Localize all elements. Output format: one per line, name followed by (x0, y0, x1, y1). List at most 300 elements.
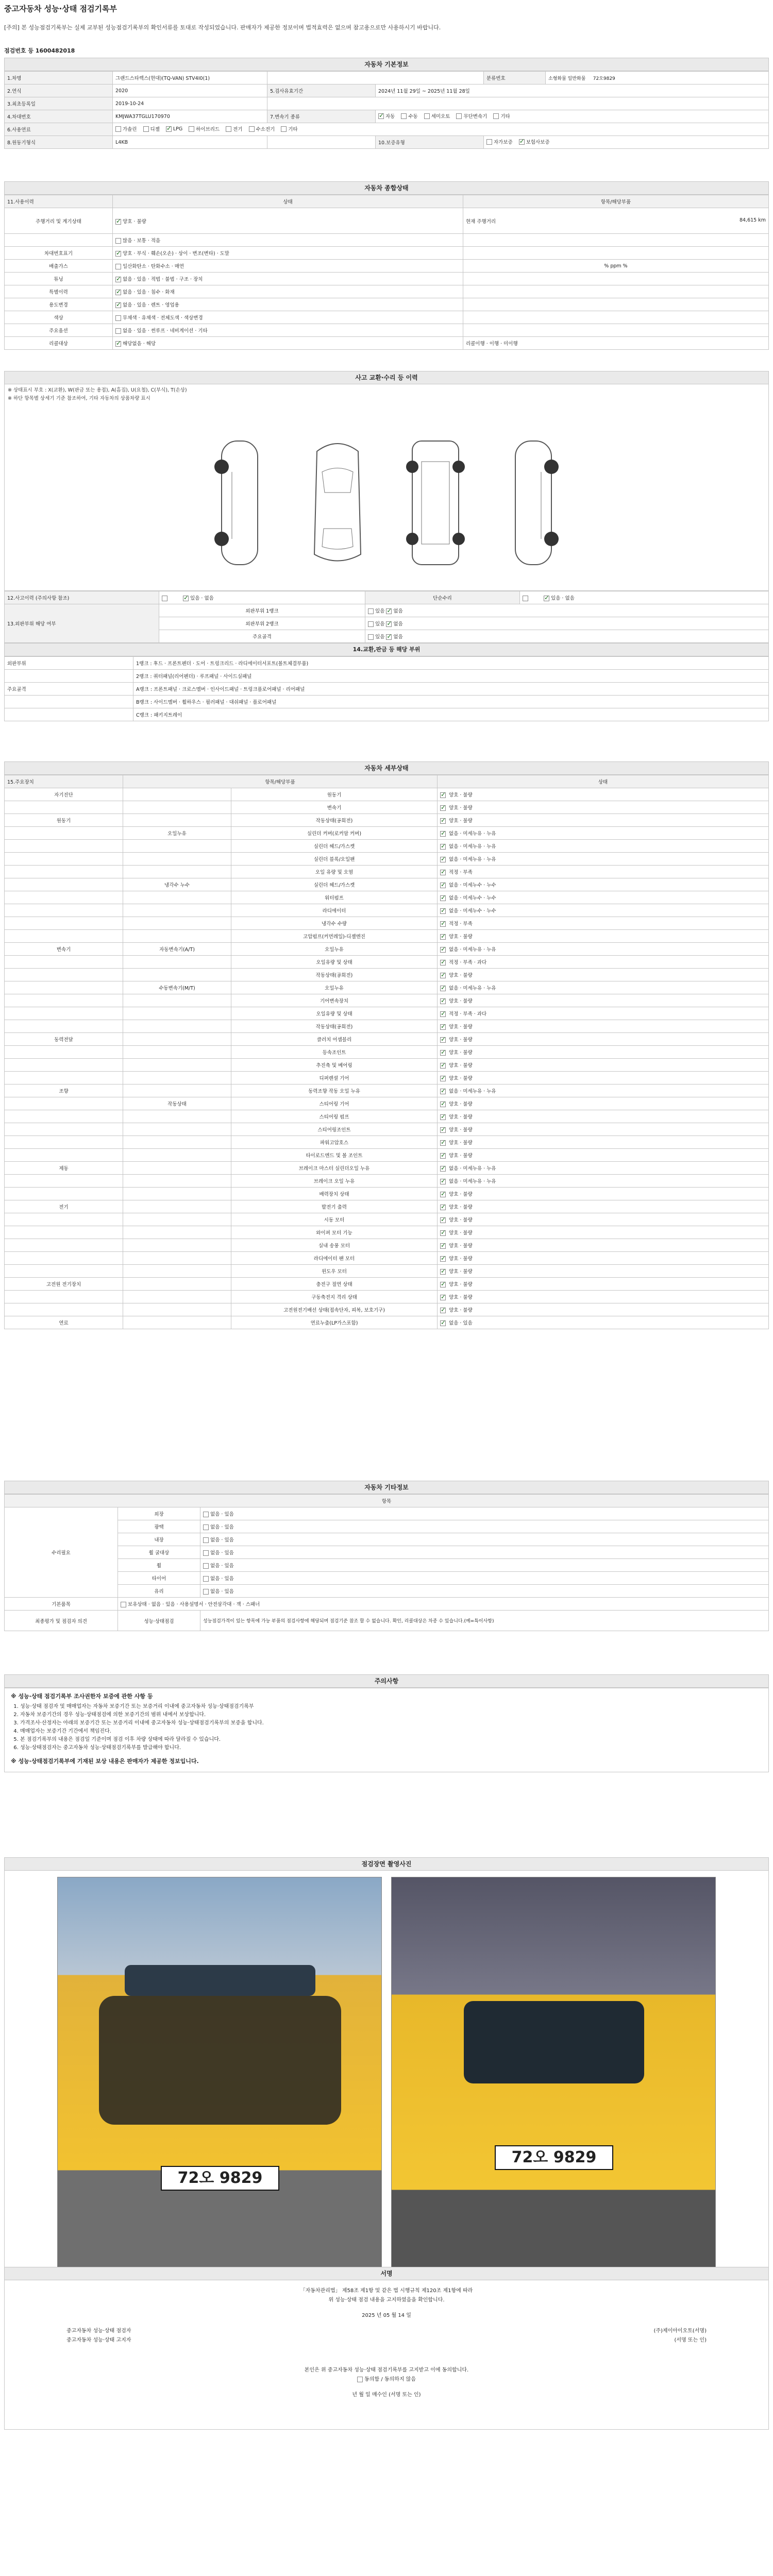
group-label (5, 891, 123, 904)
group-label (5, 1046, 123, 1059)
checkbox (166, 126, 172, 132)
group-label (5, 801, 123, 814)
section-title: 자동차 기타정보 (4, 1481, 769, 1494)
checkbox (440, 818, 446, 824)
subgroup-label (123, 1316, 231, 1329)
photo-section (4, 1857, 769, 2275)
item-label: 스티어링조인트 (231, 1123, 438, 1136)
subgroup-label (123, 840, 231, 853)
item-label: 시동 모터 (231, 1213, 438, 1226)
checkbox (440, 1140, 446, 1146)
simple-repair-label: 단순수리 (365, 591, 520, 604)
group-label: 제동 (5, 1162, 123, 1175)
item-state: ✓ 양호 · 불량 (438, 1265, 769, 1278)
group-label (5, 956, 123, 969)
item-state: ✓ 양호 · 불량 (438, 1252, 769, 1265)
item-label: 동력조향 작동 오일 누유 (231, 1084, 438, 1097)
item-label: 연료누출(LP가스포함) (231, 1316, 438, 1329)
checkbox (440, 998, 446, 1004)
legend (5, 384, 768, 405)
checkbox (440, 921, 446, 927)
detail-row (5, 1200, 769, 1213)
general-state-table: 11.사용이력 상태 항목/해당부품 주행거리 및 계기상태 ✓ 양호 · 불량 현재 주행거리 84,615 km 많음 · 보통 · 적음 차대번호표기 ✓ 양호 · 부식 · 훼손(오손) · 상이 · 변조(변타) · 도말 배출가스 일산화탄소 · 탄화수소 · 매연 % ppm % 튜닝 ✓ 없음 · 있음 · 적법 · 불법 · 구조 · 장치 특별이력 ✓ 없음 · 있음 · 침수 · 화재 용도변경 ✓ 없음 · 있음 · 렌트 · 영업용 색상 무채색 · 유채색 · 전체도색 · 색상변경 주요옵션 없음 · 있음 · 썬루프 · 네비게이션 · 기타 리콜대상 ✓ 해당없음 · 해당 리콜이행 · 이행 · 미이행 (4, 195, 769, 350)
item-label: 기어변속장치 (231, 994, 438, 1007)
checkbox (440, 1256, 446, 1262)
item-label: 클러치 어셈블리 (231, 1033, 438, 1046)
detail-row (5, 1316, 769, 1329)
item-state: ✓ 양호 · 불량 (438, 1097, 769, 1110)
group-label (5, 1007, 123, 1020)
sub-section-title: 14.교환,판금 등 해당 부위 (4, 643, 769, 656)
notes-title: ※ 성능·상태 점검기록부 조사권한자 보증에 관한 사항 등 (11, 1693, 153, 1700)
group-label (5, 1265, 123, 1278)
subgroup-label (123, 1020, 231, 1033)
label: 5.검사유효기간 (267, 84, 376, 97)
item-label: 라디에이터 팬 모터 (231, 1252, 438, 1265)
group-label (5, 1175, 123, 1188)
col-header: 항목/해당부품 (123, 775, 438, 788)
checkbox (440, 831, 446, 837)
subgroup-label (123, 1033, 231, 1046)
checkbox (440, 1063, 446, 1069)
signature-section (4, 2267, 769, 2430)
item-state: ✓ 적정 · 부족 (438, 866, 769, 878)
checkbox (440, 1192, 446, 1197)
item-label: 오일유량 및 상태 (231, 956, 438, 969)
item-label: 원동기 (231, 788, 438, 801)
group-label (5, 1072, 123, 1084)
item-state: ✓ 양호 · 불량 (438, 1072, 769, 1084)
other-info-section (4, 1481, 769, 1631)
item-label: 오일누유 (231, 943, 438, 956)
legend-line: ※ 상태표시 부호 : X(교환), W(판금 또는 용접), A(흠집), U(요철), C(부식), T(손상) (8, 387, 187, 393)
section-title: 자동차 종합상태 (4, 181, 769, 195)
accident-label: 12.사고이력 (주의사항 참조) (5, 591, 159, 604)
row-state: 없음 · 있음 · 썬루프 · 네비게이션 · 기타 (113, 324, 463, 337)
group-label (5, 840, 123, 853)
other-table: 항목 수리필요 외장 없음 · 있음 광택 없음 · 있음 내장 없음 · 있음 휠 굴대상 없음 · 있음 휠 없음 · 있음 타이어 없음 · 있음 유리 없음 · 있음 기본품목 보유상태 · 없음 · 있음 · 사용설명서 · 안전삼각대 · 잭 · 스패너 최종평가 및 점검자 의견 성능·상태점검 성능점검가격이 있는 항목에 가능 부품의 점검사항에 해당되며 점검기준 참조 할 수 없습니다. 확인, 리콜대상은 차종 수 있습니다.(예=특이사항) (4, 1494, 769, 1631)
item-state: ✓ 양호 · 불량 (438, 801, 769, 814)
subgroup-label (123, 1239, 231, 1252)
rear-photo (391, 1877, 716, 2268)
item-state: ✓ 적정 · 부족 (438, 917, 769, 930)
item-state: ✓ 양호 · 불량 (438, 930, 769, 943)
row-label: 특별이력 (5, 285, 113, 298)
checkbox (440, 960, 446, 965)
label: 8.원동기형식 (5, 136, 113, 149)
detail-row (5, 1123, 769, 1136)
subgroup-label (123, 1123, 231, 1136)
detail-row (5, 801, 769, 814)
item-state: ✓ 없음 · 미세누유 · 누유 (438, 1162, 769, 1175)
row-label: 용도변경 (5, 298, 113, 311)
subgroup-label (123, 1136, 231, 1149)
checkbox (424, 113, 430, 119)
subgroup-label (123, 1200, 231, 1213)
group-label (5, 1110, 123, 1123)
checkbox (281, 126, 287, 132)
checkbox (440, 857, 446, 862)
value: KMJWA37TGLU170970 (113, 110, 267, 123)
group-label (5, 1123, 123, 1136)
subgroup-label (123, 1149, 231, 1162)
subgroup-label (123, 994, 231, 1007)
item-label: 변속기 (231, 801, 438, 814)
item-label: 냉각수 수량 (231, 917, 438, 930)
checkbox (440, 792, 446, 798)
doc-number: 점검번호 등 1600482018 (4, 47, 75, 54)
group-label (5, 878, 123, 891)
note-item: 4. 매매업자는 보증기간 기간에서 책임진다. (20, 1727, 762, 1736)
detail-row (5, 1059, 769, 1072)
section-title: 자동차 기본정보 (4, 58, 769, 71)
subgroup-label (123, 1213, 231, 1226)
group-label: 변속기 (5, 943, 123, 956)
item-label: 발전기 출력 (231, 1200, 438, 1213)
checkbox (115, 126, 121, 132)
item-state: ✓ 없음 · 미세누수 · 누수 (438, 891, 769, 904)
subgroup-label (123, 1291, 231, 1303)
item-label: 실린더 헤드/가스켓 (231, 840, 438, 853)
group-label (5, 930, 123, 943)
subgroup-label (123, 1303, 231, 1316)
group-label: 연료 (5, 1316, 123, 1329)
section-title: 주의사항 (4, 1674, 769, 1688)
subgroup-label (123, 1175, 231, 1188)
group-label (5, 1020, 123, 1033)
label: 4.차대번호 (5, 110, 113, 123)
general-state-section (4, 181, 769, 350)
item-label: 추진축 및 베어링 (231, 1059, 438, 1072)
consent-checkbox[interactable] (357, 2377, 363, 2382)
label: 1.차명 (5, 72, 113, 84)
row-state: ✓ 양호 · 불량 (113, 208, 463, 234)
damage-history-section (4, 371, 769, 721)
group-label: 전기 (5, 1200, 123, 1213)
subgroup-label: 냉각수 누수 (123, 878, 231, 891)
item-label: 실린더 헤드/가스켓 (231, 878, 438, 891)
group-label (5, 1213, 123, 1226)
detail-row (5, 956, 769, 969)
group-label (5, 969, 123, 981)
row-state: 무채색 · 유채색 · 전체도색 · 색상변경 (113, 311, 463, 324)
notes-section (4, 1674, 769, 1772)
subgroup-label: 오일누유 (123, 827, 231, 840)
checkbox (493, 113, 499, 119)
item-label: 고압펌프(커먼레일)-디젤엔진 (231, 930, 438, 943)
accident-state: ✓ 있음 · 없음 (159, 591, 365, 604)
group-label (5, 1291, 123, 1303)
detail-row (5, 1188, 769, 1200)
item-state: ✓ 양호 · 불량 (438, 1149, 769, 1162)
detail-row (5, 1046, 769, 1059)
subgroup-label (123, 866, 231, 878)
subgroup-label (123, 917, 231, 930)
detail-row (5, 943, 769, 956)
item-state: ✓ 양호 · 불량 (438, 1046, 769, 1059)
accident-table: 12.사고이력 (주의사항 참조) ✓ 있음 · 없음 단순수리 ✓ 있음 · 없음 13.외판부위 해당 여부 외판부위 1랭크 있음 ✓ 없음 외판부위 2랭크 있음 ✓ 없음 주요골격 있음 ✓ 없음 (4, 591, 769, 643)
row-state: ✓ 없음 · 있음 · 적법 · 불법 · 구조 · 장치 (113, 273, 463, 285)
row-label: 리콜대상 (5, 337, 113, 350)
notice-text: [주의] 본 성능점검기록부는 실제 교부된 성능점검기록부의 확인서류를 토대로 작성되었습니다. 판매자가 제공한 정보이며 법적효력은 없으며 참고용으로만 사용하시기 바랍니다. (4, 24, 441, 31)
section-title: 서명 (4, 2267, 769, 2280)
subgroup-label (123, 853, 231, 866)
item-label: 파워고압호스 (231, 1136, 438, 1149)
car-frame-icon (397, 436, 474, 570)
detail-row (5, 1020, 769, 1033)
car-top-icon (299, 436, 376, 570)
fuel-options: 가솔린 디젤 ✓ LPG 하이브리드 전기 수소전기 기타 (113, 123, 769, 136)
item-label: 스티어링 펌프 (231, 1110, 438, 1123)
item-label: 등속조인트 (231, 1046, 438, 1059)
plate: 72오 9829 (161, 2166, 279, 2191)
item-state: ✓ 없음 · 미세누유 · 누유 (438, 827, 769, 840)
rank-table: 외판부위 1랭크 : 후드 · 프론트펜더 · 도어 · 트렁크리드 · 라디에이터서포트(볼트체결부품) 2랭크 : 쿼터패널(리어펜더) · 루프패널 · 사이드실패널 주요골격 A랭크 : 프론트패널 · 크로스멤버 · 인사이드패널 · 트렁크플로어패널 · 리어패널 B랭크 : 사이드멤버 · 휠하우스 · 필러패널 · 대쉬패널 · 플로어패널 C랭크 : 패키지트레이 (4, 656, 769, 721)
checkbox (440, 1320, 446, 1326)
checkbox (440, 1153, 446, 1159)
item-state: ✓ 양호 · 불량 (438, 994, 769, 1007)
col-header: 상태 (113, 195, 463, 208)
group-label (5, 1252, 123, 1265)
detail-row (5, 1175, 769, 1188)
item-label: 오일누유 (231, 981, 438, 994)
item-label: 작동상태(공회전) (231, 814, 438, 827)
row-state: ✓ 없음 · 있음 · 침수 · 화재 (113, 285, 463, 298)
detail-row (5, 1265, 769, 1278)
detail-row (5, 1007, 769, 1020)
detail-row (5, 853, 769, 866)
subgroup-label: 수동변속기(M/T) (123, 981, 231, 994)
checkbox (440, 1089, 446, 1094)
group-label (5, 994, 123, 1007)
group-label: 원동기 (5, 814, 123, 827)
subgroup-label: 자동변속기(A/T) (123, 943, 231, 956)
item-state: ✓ 없음 · 미세누유 · 누유 (438, 1084, 769, 1097)
item-state: ✓ 양호 · 불량 (438, 1188, 769, 1200)
warranty-options: 자가보증 ✓ 보험사보증 (484, 136, 769, 149)
group-label (5, 1097, 123, 1110)
checkbox (189, 126, 194, 132)
section-title: 사고 교환·수리 등 이력 (4, 371, 769, 384)
checkbox (440, 1217, 446, 1223)
detail-row (5, 1278, 769, 1291)
item-state: ✓ 양호 · 불량 (438, 1033, 769, 1046)
subgroup-label (123, 1072, 231, 1084)
item-state: ✓ 양호 · 불량 (438, 1110, 769, 1123)
plate: 72오9829 (593, 76, 615, 81)
item-label: 작동상태(공회전) (231, 1020, 438, 1033)
item-label: 배력장치 상태 (231, 1188, 438, 1200)
plate: 72오 9829 (495, 2145, 613, 2170)
item-state: ✓ 양호 · 불량 (438, 788, 769, 801)
item-label: 실내 송풍 모터 (231, 1239, 438, 1252)
checkbox (440, 1127, 446, 1133)
group-label (5, 866, 123, 878)
checkbox (440, 870, 446, 875)
checkbox (440, 1243, 446, 1249)
detail-row (5, 1252, 769, 1265)
item-label: 와이퍼 모터 기능 (231, 1226, 438, 1239)
checkbox (440, 1269, 446, 1275)
item-state: ✓ 양호 · 불량 (438, 1303, 769, 1316)
notes-footer: ※ 성능·상태점검기록부에 기재된 보상 내용은 판매자가 제공한 정보입니다. (11, 1758, 199, 1765)
checkbox (440, 908, 446, 914)
subgroup-label (123, 969, 231, 981)
row-state: 많음 · 보통 · 적음 (113, 234, 463, 247)
checkbox (440, 1179, 446, 1184)
checkbox (143, 126, 149, 132)
checkbox (440, 1230, 446, 1236)
group-label (5, 1136, 123, 1149)
checkbox (440, 934, 446, 940)
item-state: ✓ 없음 · 미세누유 · 누유 (438, 1175, 769, 1188)
detail-row (5, 827, 769, 840)
label: 10.보증유형 (376, 136, 484, 149)
checkbox (440, 1037, 446, 1043)
detail-row (5, 788, 769, 801)
detail-row (5, 1072, 769, 1084)
detail-row (5, 1239, 769, 1252)
detail-row (5, 994, 769, 1007)
row-label: 주요옵션 (5, 324, 113, 337)
detail-row (5, 878, 769, 891)
label: 6.사용연료 (5, 123, 113, 136)
subgroup-label (123, 788, 231, 801)
detail-row (5, 1084, 769, 1097)
label: 3.최초등록일 (5, 97, 113, 110)
row-label: 배출가스 (5, 260, 113, 273)
detail-row (5, 814, 769, 827)
detail-row (5, 866, 769, 878)
item-label: 오일유량 및 상태 (231, 1007, 438, 1020)
checkbox (440, 973, 446, 978)
detail-row (5, 1291, 769, 1303)
checkbox (440, 1282, 446, 1287)
item-state: ✓ 양호 · 불량 (438, 1059, 769, 1072)
detail-row (5, 904, 769, 917)
checkbox (440, 844, 446, 850)
checkbox (440, 986, 446, 991)
group-label (5, 981, 123, 994)
signature-box: 「자동차관리법」 제58조 제1항 및 같은 법 시행규칙 제120조 제1항에 따라 위 성능·상태 점검 내용을 고지하였음을 확인합니다. 2025 년 05 월 14 일 중고자동차 성능·상태 점검자 (주)제이아이오토(서명) 중고자동차 성능·상태 고지자 (서명 또는 인) 본인은 위 중고자동차 성능·상태 점검기록부를 고지받고 이에 동의합니다. 동의함 / 동의하지 않음 년 월 일 매수인 (서명 또는 인) (4, 2280, 769, 2430)
item-state: ✓ 양호 · 불량 (438, 814, 769, 827)
row-label: 차대번호표기 (5, 247, 113, 260)
item-label: 브레이크 오일 누유 (231, 1175, 438, 1188)
checkbox (440, 1076, 446, 1081)
group-label: 자기진단 (5, 788, 123, 801)
subgroup-label: 작동상태 (123, 1097, 231, 1110)
value: 2020 (113, 84, 267, 97)
subgroup-label (123, 930, 231, 943)
item-state: ✓ 양호 · 불량 (438, 1200, 769, 1213)
group-label: 동력전달 (5, 1033, 123, 1046)
item-state: ✓ 양호 · 불량 (438, 969, 769, 981)
checkbox (249, 126, 255, 132)
checkbox (440, 883, 446, 888)
item-state: ✓ 없음 · 미세누수 · 누수 (438, 904, 769, 917)
item-state: ✓ 양호 · 불량 (438, 1213, 769, 1226)
subgroup-label (123, 1265, 231, 1278)
checkbox (440, 1114, 446, 1120)
item-label: 브레이크 마스터 실린더오일 누유 (231, 1162, 438, 1175)
detail-row (5, 1136, 769, 1149)
item-state: ✓ 양호 · 불량 (438, 1239, 769, 1252)
item-state: ✓ 없음 · 미세누유 · 누유 (438, 943, 769, 956)
checkbox (440, 1050, 446, 1056)
note-item: 1. 성능·상태 점검자 및 매매업자는 자동차 보증기간 또는 보증거리 이내에 중고자동차 성능·상태점검기록부 (20, 1703, 762, 1711)
checkbox (440, 947, 446, 953)
group-label (5, 917, 123, 930)
detail-row (5, 891, 769, 904)
detail-state-section (4, 761, 769, 1329)
item-label: 워터펌프 (231, 891, 438, 904)
transmission-options: ✓ 자동 수동 세미오토 무단변속기 기타 (376, 110, 769, 123)
item-state: ✓ 없음 · 미세누유 · 누유 (438, 853, 769, 866)
checkbox (486, 139, 492, 145)
detail-row (5, 981, 769, 994)
group-label: 조향 (5, 1084, 123, 1097)
subgroup-label (123, 1059, 231, 1072)
subgroup-label (123, 1226, 231, 1239)
subgroup-label (123, 1084, 231, 1097)
col-header: 15.주요장치 (5, 775, 123, 788)
value: 2019-10-24 (113, 97, 267, 110)
detail-row (5, 969, 769, 981)
section-title: 점검장면 촬영사진 (4, 1857, 769, 1871)
car-right-side-icon (495, 436, 572, 570)
detail-row (5, 1033, 769, 1046)
checkbox (378, 113, 384, 119)
row-item: 현재 주행거리 84,615 km (463, 208, 769, 234)
item-label: 고전원전기배선 상태(접속단자, 피복, 보호기구) (231, 1303, 438, 1316)
col-header: 상태 (438, 775, 769, 788)
page-title: 중고자동차 성능·상태 점검기록부 (4, 4, 117, 13)
group-label (5, 1188, 123, 1200)
notes-box (4, 1688, 769, 1772)
front-photo (57, 1877, 382, 2268)
group-label (5, 1149, 123, 1162)
checkbox (226, 126, 231, 132)
note-item: 3. 가격조사·산정자는 아래의 보증기간 또는 보증거리 이내에 중고자동차 성능·상태점검기록부의 보증을 합니다. (20, 1719, 762, 1727)
group-label (5, 853, 123, 866)
checkbox (440, 1308, 446, 1313)
detail-table (4, 775, 769, 1329)
item-state: ✓ 없음 · 미세누수 · 누수 (438, 878, 769, 891)
item-state: ✓ 양호 · 불량 (438, 1123, 769, 1136)
label: 2.연식 (5, 84, 113, 97)
group-label (5, 827, 123, 840)
subgroup-label (123, 814, 231, 827)
item-label: 윈도우 모터 (231, 1265, 438, 1278)
item-state: ✓ 양호 · 불량 (438, 1226, 769, 1239)
row-state: 일산화탄소 · 탄화수소 · 매연 (113, 260, 463, 273)
car-left-side-icon (201, 436, 278, 570)
checkbox (440, 1011, 446, 1017)
subgroup-label (123, 1188, 231, 1200)
subgroup-label (123, 801, 231, 814)
col-header: 11.사용이력 (5, 195, 113, 208)
detail-row (5, 1226, 769, 1239)
item-label: 디퍼렌셜 기어 (231, 1072, 438, 1084)
item-state: ✓ 양호 · 불량 (438, 1278, 769, 1291)
value: L4KB (113, 136, 267, 149)
subgroup-label (123, 891, 231, 904)
detail-row (5, 1303, 769, 1316)
checkbox (440, 895, 446, 901)
item-label: 오일 유량 및 오염 (231, 866, 438, 878)
row-state: ✓ 없음 · 있음 · 렌트 · 영업용 (113, 298, 463, 311)
detail-row (5, 1213, 769, 1226)
